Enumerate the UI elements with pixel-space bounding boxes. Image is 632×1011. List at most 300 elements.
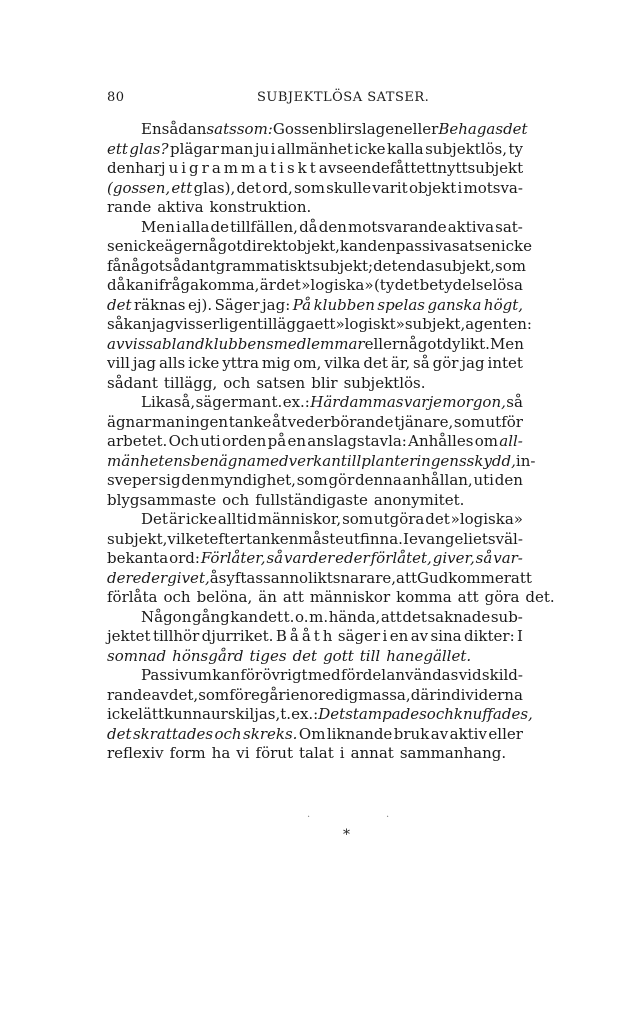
word: subjekt, <box>107 529 168 548</box>
word: som: <box>236 120 273 138</box>
word: direkt <box>242 237 288 255</box>
word: i <box>270 139 276 158</box>
word: »logiskt» <box>335 315 405 333</box>
word: saknade <box>427 607 491 626</box>
word: det, <box>168 685 199 704</box>
word: eller <box>403 120 439 138</box>
word: då <box>299 217 318 236</box>
word: Säger <box>214 295 260 314</box>
word: intet <box>487 354 523 372</box>
word: förut <box>255 744 293 762</box>
word: hanegället. <box>386 646 472 665</box>
word: i <box>457 178 463 197</box>
word: den <box>318 217 347 236</box>
word: än <box>258 588 277 606</box>
word: aktiv <box>449 724 487 743</box>
word: den <box>367 237 396 255</box>
word: slagen <box>354 120 404 138</box>
word: fullständigaste <box>255 490 368 509</box>
word: sat- <box>495 217 523 236</box>
word: Passivum <box>141 666 212 684</box>
word: göra <box>484 588 520 606</box>
word: en <box>287 432 306 450</box>
word: orden <box>222 432 267 450</box>
word: blygsammaste <box>107 490 217 509</box>
word: kommer <box>448 568 511 587</box>
word: ex.: <box>291 705 319 723</box>
word: sådan <box>161 120 207 138</box>
word: ord, <box>262 178 293 197</box>
word: skrattades <box>132 724 214 743</box>
word: all- <box>499 432 523 450</box>
word: gör <box>328 471 355 489</box>
word: grammatiskt <box>189 159 319 177</box>
word: det <box>276 276 301 294</box>
word: djurriket. <box>201 627 274 645</box>
word: sen <box>107 237 134 255</box>
word: allmänhet <box>276 139 353 158</box>
word: så <box>506 393 523 411</box>
word: fördel <box>341 666 387 684</box>
word: så <box>475 549 493 567</box>
word: ju <box>254 139 270 158</box>
word: vissa <box>124 334 163 353</box>
word: alla <box>181 217 210 236</box>
word: evangeliets <box>408 529 496 548</box>
word: objekt <box>408 178 457 197</box>
word: det <box>258 607 284 626</box>
word: rande <box>107 685 152 704</box>
word: ett <box>314 315 336 333</box>
word: alls <box>158 354 186 372</box>
word: hända, <box>328 607 381 626</box>
word: tillägg, <box>163 373 218 392</box>
word: och <box>214 724 242 743</box>
word: bland <box>162 334 205 353</box>
word: icke <box>188 354 220 372</box>
word: gör <box>432 354 459 372</box>
word: varder <box>284 549 335 567</box>
word: grammatiskt <box>215 256 313 275</box>
text-line <box>107 256 526 277</box>
word: som <box>296 471 328 489</box>
word: och <box>163 588 191 606</box>
text-line <box>107 686 523 706</box>
word: som <box>453 412 485 431</box>
word: högt, <box>483 295 523 314</box>
word: man <box>238 393 272 411</box>
word: det <box>373 256 398 275</box>
word: aktiva <box>157 198 204 216</box>
word: i <box>382 627 388 645</box>
word: ett <box>171 178 193 197</box>
text-line <box>107 198 523 218</box>
word: som <box>495 256 526 275</box>
word: tiges <box>249 646 287 665</box>
word: av <box>151 685 169 704</box>
word: Anhålles <box>408 432 474 450</box>
word: det <box>363 354 388 372</box>
word: är <box>259 276 276 294</box>
word: en <box>290 685 310 704</box>
word: vill <box>107 354 130 372</box>
word: klubbens <box>204 334 274 353</box>
text-line <box>107 549 523 569</box>
word: något <box>121 256 165 275</box>
word: säger <box>337 627 381 645</box>
word: jag <box>461 354 485 372</box>
word: rande <box>107 198 152 216</box>
text-line <box>107 276 523 296</box>
word: dylikt. <box>442 334 490 353</box>
word: varje <box>403 393 442 411</box>
word: det <box>394 276 420 294</box>
word: mig <box>261 354 291 372</box>
word: icke <box>133 237 165 255</box>
text-line <box>107 296 523 316</box>
text-line <box>107 120 528 140</box>
word: sats <box>206 120 237 138</box>
word: kunna <box>163 705 211 723</box>
word: yttra <box>222 354 259 372</box>
word: En <box>141 120 162 138</box>
word: enda <box>397 256 435 275</box>
word: urskiljas, <box>210 705 281 723</box>
word: Och <box>168 432 199 450</box>
word: På <box>292 295 312 314</box>
word: ju <box>160 159 182 177</box>
word: och <box>426 705 454 723</box>
word: det <box>503 120 528 138</box>
body-text <box>107 120 555 764</box>
text-line <box>107 744 523 764</box>
text-line <box>107 530 523 550</box>
word: form <box>169 744 206 762</box>
word: den <box>107 159 136 177</box>
word: övrigt <box>262 666 308 684</box>
word: jektet <box>107 627 151 645</box>
word: det. <box>525 588 555 606</box>
word: säger <box>195 393 238 411</box>
word: ett <box>416 159 438 177</box>
word: knuffades, <box>453 705 533 723</box>
text-line <box>107 315 532 335</box>
word: har <box>135 159 161 177</box>
word: t. <box>280 705 292 723</box>
word: ett <box>107 139 128 158</box>
word: vid <box>458 666 482 684</box>
word: medverkan <box>255 451 341 470</box>
word: att <box>510 568 532 587</box>
word: sådant <box>107 373 158 392</box>
word: subjekt; <box>312 256 374 275</box>
word: tillfällen, <box>230 217 298 236</box>
word: anslagstavla: <box>307 432 407 450</box>
word: skild- <box>481 666 523 684</box>
word: aktiva <box>447 217 495 236</box>
text-line <box>107 237 532 257</box>
word: spelas <box>377 295 425 314</box>
word: dammas <box>339 393 404 411</box>
word: något <box>399 334 443 353</box>
word: Här <box>310 393 340 411</box>
word: tillägga <box>257 315 315 333</box>
word: Gud <box>417 568 449 587</box>
word: massa, <box>358 685 411 704</box>
word: räknas <box>134 295 186 314</box>
word: subjektlös. <box>343 373 426 392</box>
text-line <box>107 393 523 413</box>
word: i <box>285 685 291 704</box>
word: då <box>107 276 126 294</box>
page-number: 80 <box>107 90 125 105</box>
word: plägar <box>170 139 220 158</box>
text-line <box>107 647 523 667</box>
word: kan <box>123 315 152 333</box>
word: som <box>293 178 325 197</box>
word: icke <box>500 237 532 255</box>
word: Bååth <box>275 627 336 645</box>
word: varit <box>372 178 408 197</box>
word: och <box>223 373 251 392</box>
word: skulle <box>326 178 372 197</box>
ornament-dot-left: · <box>307 812 311 823</box>
word: det <box>107 295 132 314</box>
word: I <box>402 529 409 548</box>
word: passiva <box>395 237 452 255</box>
word: subjektlös, <box>425 139 507 158</box>
word: reflexiv <box>107 744 164 762</box>
word: ex.: <box>282 393 310 411</box>
word: ingen <box>185 412 229 431</box>
text-line <box>107 374 523 394</box>
word: sveper <box>107 471 158 489</box>
word: betydelselösa <box>419 276 523 294</box>
word: sammanhang. <box>399 744 507 762</box>
word: och <box>222 490 250 509</box>
word: uti <box>473 471 494 489</box>
word: kan <box>339 237 368 255</box>
word: liknande <box>326 724 393 743</box>
word: komma <box>396 588 452 606</box>
word: av <box>107 334 125 353</box>
word: det <box>236 178 261 197</box>
word: eftertanken <box>209 529 299 548</box>
word: utfinna. <box>344 529 403 548</box>
word: kan <box>212 666 240 684</box>
word: äger <box>164 237 200 255</box>
word: benägna <box>190 451 256 470</box>
word: ganska <box>427 295 482 314</box>
word: jag <box>151 315 175 333</box>
word: eder <box>132 568 168 587</box>
word: Likaså, <box>141 393 196 411</box>
word: ägnar <box>107 412 152 431</box>
text-line <box>107 666 523 686</box>
running-head: SUBJEKTLÖSA SATSER. <box>257 90 430 105</box>
word: belöna, <box>196 588 253 606</box>
word: förlåta <box>107 588 158 606</box>
text-line <box>107 510 523 530</box>
word: vilket <box>167 529 210 548</box>
word: skydd, <box>466 451 516 470</box>
word: snarare, <box>332 568 397 587</box>
word: kalla <box>387 139 424 158</box>
text-line <box>107 627 523 647</box>
text-line <box>107 451 536 472</box>
text-line <box>107 218 523 238</box>
word: icke <box>107 705 139 723</box>
word: Om <box>298 724 326 743</box>
word: alltid <box>217 510 257 528</box>
word: agenten: <box>465 315 532 333</box>
word: var- <box>493 549 523 567</box>
text-line <box>107 608 523 628</box>
word: icke <box>354 139 386 158</box>
word: Gossen <box>272 120 328 138</box>
word: fått <box>389 159 417 177</box>
word: talat <box>299 744 334 762</box>
word: eller <box>488 724 523 743</box>
word: människor <box>309 588 391 606</box>
word: användas <box>386 666 459 684</box>
word: en <box>389 627 409 645</box>
text-line <box>107 705 533 725</box>
word: i <box>339 744 345 762</box>
word: det <box>425 510 450 528</box>
word: människor, <box>257 510 342 528</box>
word: (gossen, <box>107 178 171 197</box>
text-line <box>107 432 523 452</box>
word: i <box>176 217 181 236</box>
word: sina <box>430 627 462 645</box>
word: att <box>457 588 479 606</box>
word: som <box>198 685 230 704</box>
word: utgöra <box>373 510 425 528</box>
word: på <box>267 432 287 450</box>
word: satsen <box>256 373 306 392</box>
word: dikter: <box>464 627 515 645</box>
word: är <box>168 510 185 528</box>
word: medlemmar <box>273 334 365 353</box>
text-line <box>107 471 523 491</box>
word: glas? <box>129 139 169 158</box>
word: mänhetens <box>107 451 191 470</box>
word: der <box>107 568 133 587</box>
word: sannolikt <box>263 568 333 587</box>
word: om <box>474 432 498 450</box>
word: att <box>282 588 304 606</box>
word: (ty <box>373 276 395 294</box>
word: förlåtet, <box>370 549 432 567</box>
word: föregår <box>229 685 286 704</box>
word: sådant <box>164 256 216 275</box>
word: om, <box>293 354 322 372</box>
word: in- <box>515 451 536 470</box>
word: den <box>181 471 210 489</box>
word: Förlåter, <box>200 549 266 567</box>
word: där <box>410 685 437 704</box>
word: det <box>292 646 318 665</box>
word: anonymitet. <box>373 490 465 509</box>
word: gång <box>191 607 230 626</box>
word: uti <box>200 432 221 450</box>
word: av <box>430 724 449 743</box>
word: ty <box>508 139 523 158</box>
word: åsyftas <box>209 568 264 587</box>
word: tillhör <box>152 627 200 645</box>
word: man <box>220 139 254 158</box>
word: blir <box>327 120 355 138</box>
word: jag: <box>262 295 291 314</box>
word: av <box>410 627 429 645</box>
word: de <box>210 217 230 236</box>
word: det <box>402 607 427 626</box>
word: är, <box>390 354 411 372</box>
text-line <box>107 335 523 355</box>
text-line <box>107 725 523 745</box>
word: Men <box>141 217 175 236</box>
word: gott <box>323 646 354 665</box>
word: hönsgård <box>172 646 244 665</box>
word: att <box>380 607 402 626</box>
word: med <box>307 666 341 684</box>
word: så <box>266 549 284 567</box>
word: I <box>517 627 523 645</box>
word: Det <box>141 510 168 528</box>
word: kan <box>230 607 259 626</box>
word: lätt <box>138 705 164 723</box>
word: avseende <box>318 159 390 177</box>
word: givet, <box>167 568 210 587</box>
word: den <box>494 471 523 489</box>
word: somnad <box>107 646 167 665</box>
word: vi <box>236 744 250 762</box>
word: eller <box>364 334 400 353</box>
word: oredig <box>309 685 359 704</box>
word: få <box>107 256 122 275</box>
section-end-star: * <box>343 827 350 843</box>
word: något <box>199 237 243 255</box>
word: måste <box>298 529 345 548</box>
word: åt <box>272 412 287 431</box>
word: ej). <box>188 295 213 314</box>
word: satsen <box>451 237 501 255</box>
word: motsvarande <box>347 217 447 236</box>
word: vederbörande <box>287 412 394 431</box>
word: sub- <box>490 607 523 626</box>
word: att <box>396 568 418 587</box>
text-line <box>107 140 523 160</box>
word: annat <box>350 744 394 762</box>
text-line <box>107 568 532 589</box>
text-line <box>107 413 523 433</box>
word: »logiska» <box>301 276 374 294</box>
word: Det <box>318 705 346 723</box>
text-line <box>107 491 523 511</box>
word: man <box>151 412 185 431</box>
word: myndighet, <box>210 471 296 489</box>
text-line <box>107 179 523 199</box>
text-line <box>107 354 523 374</box>
word: kan <box>125 276 154 294</box>
word: ha <box>211 744 231 762</box>
word: Någon <box>141 607 192 626</box>
text-line <box>107 588 555 608</box>
word: i <box>181 159 190 177</box>
ornament-dot-right: · <box>386 812 390 823</box>
word: Behagas <box>438 120 504 138</box>
